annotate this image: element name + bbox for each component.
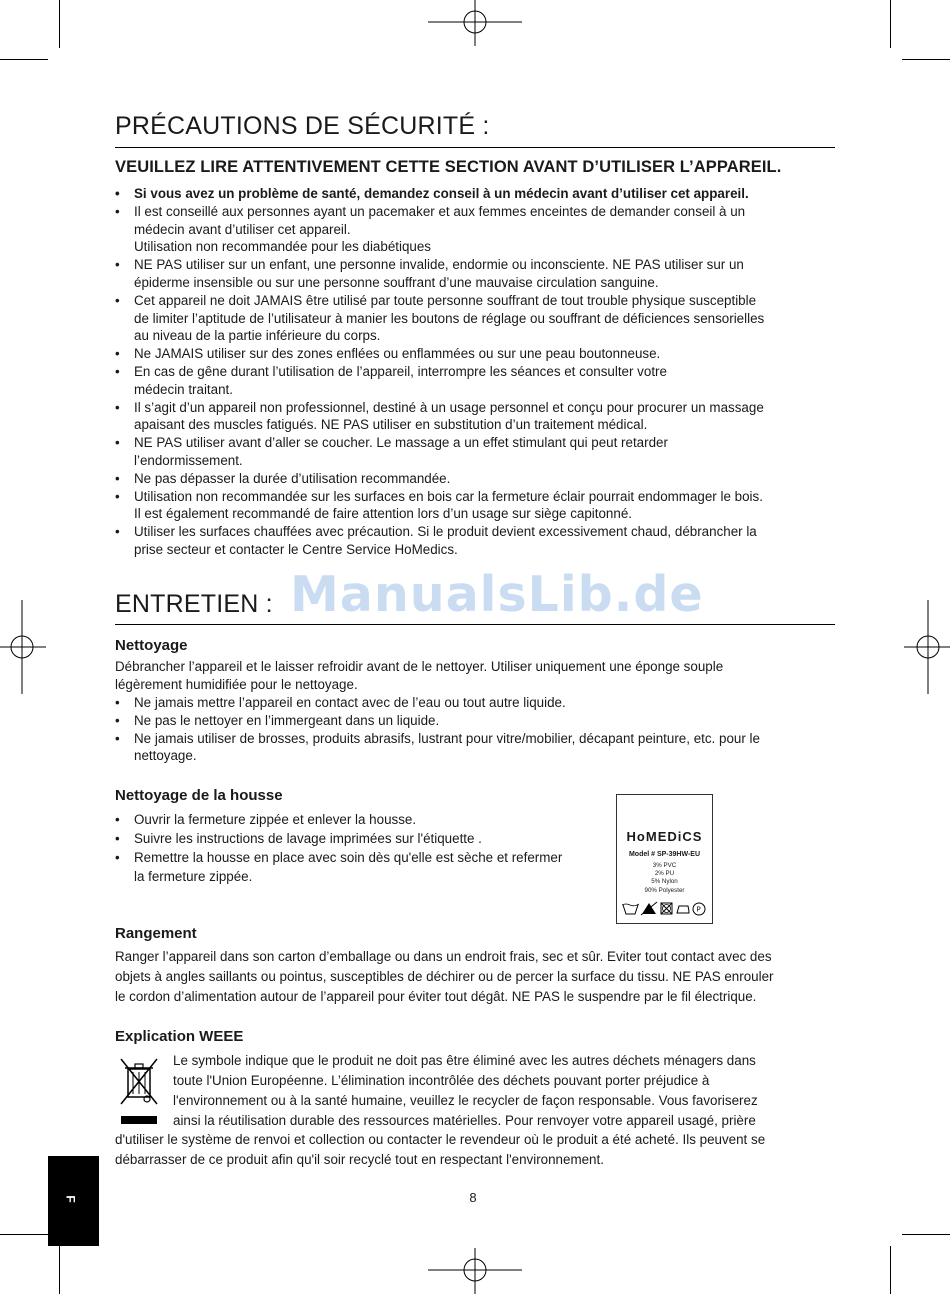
weee-heading: Explication WEEE xyxy=(115,1028,244,1045)
weee-text xyxy=(173,1051,843,1131)
list-item-line: • Il s’agit d’un appareil non professionnel, destiné à un usage personnel et conçu pour procurer un massage xyxy=(134,399,764,415)
care-label-model: Model # SP-39HW-EU xyxy=(628,851,701,858)
list-item-line: • Il est conseillé aux personnes ayant un pacemaker et aux femmes enceintes de demander conseil à un xyxy=(134,203,746,219)
text-line: Le symbole indique que le produit ne doit pas être éliminé avec les autres déchets ménagers dans xyxy=(173,1053,756,1068)
weee-text-continued xyxy=(115,1130,845,1170)
registration-mark-icon xyxy=(0,600,48,694)
crop-mark xyxy=(890,0,891,48)
text-line: Ranger l’appareil dans son carton d’emballage ou dans un endroit frais, sec et sûr. Eviter tout contact avec des xyxy=(115,949,772,964)
list-item-line: de limiter l’aptitude de l’utilisateur à manier les boutons de réglage ou souffrant de déficiences sensorielles xyxy=(134,310,765,326)
care-label-composition xyxy=(617,862,712,895)
text-line: débarrasser de ce produit afin qu'il soir recyclé tout en respectant l'environnement. xyxy=(115,1152,604,1167)
care-symbols-icon xyxy=(622,901,708,917)
list-item-line: • Remettre la housse en place avec soin dès qu'elle est sèche et refermer xyxy=(134,850,563,865)
watermark: ManualsLib.de xyxy=(290,566,704,623)
list-item-line: • Ne jamais mettre l’appareil en contact avec de l’eau ou tout autre liquide. xyxy=(134,695,566,710)
safety-subtitle: VEUILLEZ LIRE ATTENTIVEMENT CETTE SECTION AVANT D’UTILISER L’APPAREIL. xyxy=(115,158,782,176)
crop-mark xyxy=(902,1234,950,1235)
list-item-line: • Cet appareil ne doit JAMAIS être utilisé par toute personne souffrant de tout trouble physique susceptible xyxy=(134,292,757,308)
crop-mark xyxy=(59,1246,60,1294)
list-item xyxy=(115,488,840,524)
list-item-line: • En cas de gêne durant l’utilisation de l’appareil, interrompre les séances et consulter votre xyxy=(134,363,667,379)
list-item-line: apaisant des muscles fatigués. NE PAS utiliser en substitution d’un traitement médical. xyxy=(134,417,648,433)
list-item-line: • Ne pas dépasser la durée d’utilisation recommandée. xyxy=(134,470,451,486)
safety-title: PRÉCAUTIONS DE SÉCURITÉ : xyxy=(115,112,490,140)
list-item-line: épiderme insensible ou sur une personne souffrant d’une mauvaise circulation sanguine. xyxy=(134,274,659,290)
text-line: objets à angles saillants ou pointus, susceptibles de déchirer ou de percer la surface du tissu. NE PAS enrouler xyxy=(115,969,774,984)
safety-list xyxy=(115,185,840,559)
cover-heading: Nettoyage de la housse xyxy=(115,787,283,804)
text-line: ainsi la réutilisation durable des ressources matérielles. Pour renvoyer votre appareil usagé, prière xyxy=(173,1113,756,1128)
list-item-line: Il est également recommandé de faire attention lors d’un usage sur siège capitonné. xyxy=(134,506,632,522)
list-item-line: • Ne pas le nettoyer en l’immergeant dans un liquide. xyxy=(134,712,440,728)
list-item xyxy=(115,203,840,256)
registration-mark-icon xyxy=(902,600,950,694)
list-item-line: • Ne JAMAIS utiliser sur des zones enflées ou enflammées ou sur une peau boutonneuse. xyxy=(134,346,661,362)
section-divider xyxy=(115,624,835,625)
list-item-line: • Ouvrir la fermeture zippée et enlever la housse. xyxy=(134,812,417,827)
crop-mark xyxy=(890,1246,891,1294)
crop-mark xyxy=(902,59,950,60)
text-line: 3% PVC xyxy=(652,862,677,869)
list-item xyxy=(115,712,840,730)
text-line: 90% Polyester xyxy=(644,886,685,894)
text-line: 2% PU xyxy=(654,870,675,878)
text-line: d'utiliser le système de renvoi et collection ou contacter le revendeur où le produit a été acheté. Ils peuvent se xyxy=(115,1132,766,1147)
list-item xyxy=(115,523,840,559)
text-line: Débrancher l’appareil et le laisser refroidir avant de le nettoyer. Utiliser uniquement une éponge souple xyxy=(115,659,724,674)
list-item-line: prise secteur et contacter le Centre Service HoMedics. xyxy=(134,541,458,557)
list-item-line: nettoyage. xyxy=(134,748,197,764)
registration-mark-icon xyxy=(428,1248,522,1294)
list-item-line: • NE PAS utiliser avant d’aller se coucher. Le massage a un effet stimulant qui peut retarder xyxy=(134,435,668,451)
crop-mark xyxy=(0,59,48,60)
language-tab-label: F xyxy=(63,1195,78,1203)
list-item xyxy=(115,434,840,470)
list-item-line: • Ne jamais utiliser de brosses, produits abrasifs, lustrant pour vitre/mobilier, décapant peinture, etc. pour le xyxy=(134,730,760,746)
list-item xyxy=(115,730,840,766)
list-item xyxy=(115,345,840,363)
svg-text:P: P xyxy=(696,905,701,914)
list-item-line: • Suivre les instructions de lavage imprimées sur l'étiquette . xyxy=(134,831,482,846)
list-item-line: • NE PAS utiliser sur un enfant, une personne invalide, endormie ou inconsciente. NE PAS utiliser sur un xyxy=(134,257,744,273)
language-tab xyxy=(48,1156,99,1246)
list-item-line: • Si vous avez un problème de santé, demandez conseil à un médecin avant d’utiliser cet appareil. xyxy=(134,186,749,201)
list-item xyxy=(115,256,840,292)
list-item xyxy=(115,363,840,399)
cover-list xyxy=(115,810,605,886)
list-item xyxy=(115,848,605,886)
registration-mark-icon xyxy=(428,0,522,48)
maintenance-title: ENTRETIEN : xyxy=(115,590,273,618)
text-line: le cordon d’alimentation autour de l’appareil pour éviter tout dégât. NE PAS le suspendre par le fil électrique. xyxy=(115,989,757,1004)
cleaning-list xyxy=(115,694,840,765)
list-item xyxy=(115,292,840,345)
list-item-line: au niveau de la partie inférieure du corps. xyxy=(134,328,381,344)
list-item xyxy=(115,694,840,712)
care-label xyxy=(616,794,713,924)
section-divider xyxy=(115,147,835,148)
page-number: 8 xyxy=(469,1190,477,1205)
crop-mark xyxy=(0,1234,48,1235)
list-item-line: l’endormissement. xyxy=(134,452,243,468)
list-item xyxy=(115,470,840,488)
list-item xyxy=(115,829,605,848)
care-label-brand: HoMEDiCS xyxy=(626,829,703,844)
text-line: légèrement humidifiée pour le nettoyage. xyxy=(115,676,358,692)
list-item-line: • Utiliser les surfaces chauffées avec précaution. Si le produit devient excessivement chaud, débrancher la xyxy=(134,524,757,540)
list-item-line: • Utilisation non recommandée sur les surfaces en bois car la fermeture éclair pourrait endommager le bois. xyxy=(134,488,763,504)
text-line: 5% Nylon xyxy=(651,878,678,886)
list-item xyxy=(115,399,840,435)
crop-mark xyxy=(59,0,60,48)
storage-text xyxy=(115,947,845,1007)
list-item xyxy=(115,185,840,203)
list-item xyxy=(115,810,605,829)
list-item-line: Utilisation non recommandée pour les diabétiques xyxy=(134,239,432,255)
list-item-line: médecin avant d’utiliser cet appareil. xyxy=(134,221,351,237)
cleaning-intro xyxy=(115,658,840,694)
cleaning-heading: Nettoyage xyxy=(115,637,188,654)
text-line: toute l'Union Européenne. L’élimination incontrôlée des déchets pouvant porter préjudice à xyxy=(173,1073,710,1088)
text-line: l'environnement ou à la santé humaine, veuillez le recycler de façon responsable. Vous favoriserez xyxy=(173,1093,758,1108)
list-item-line: médecin traitant. xyxy=(134,381,233,397)
list-item-line: la fermeture zippée. xyxy=(134,869,253,884)
storage-heading: Rangement xyxy=(115,925,197,942)
crossed-bin-icon xyxy=(118,1056,160,1128)
